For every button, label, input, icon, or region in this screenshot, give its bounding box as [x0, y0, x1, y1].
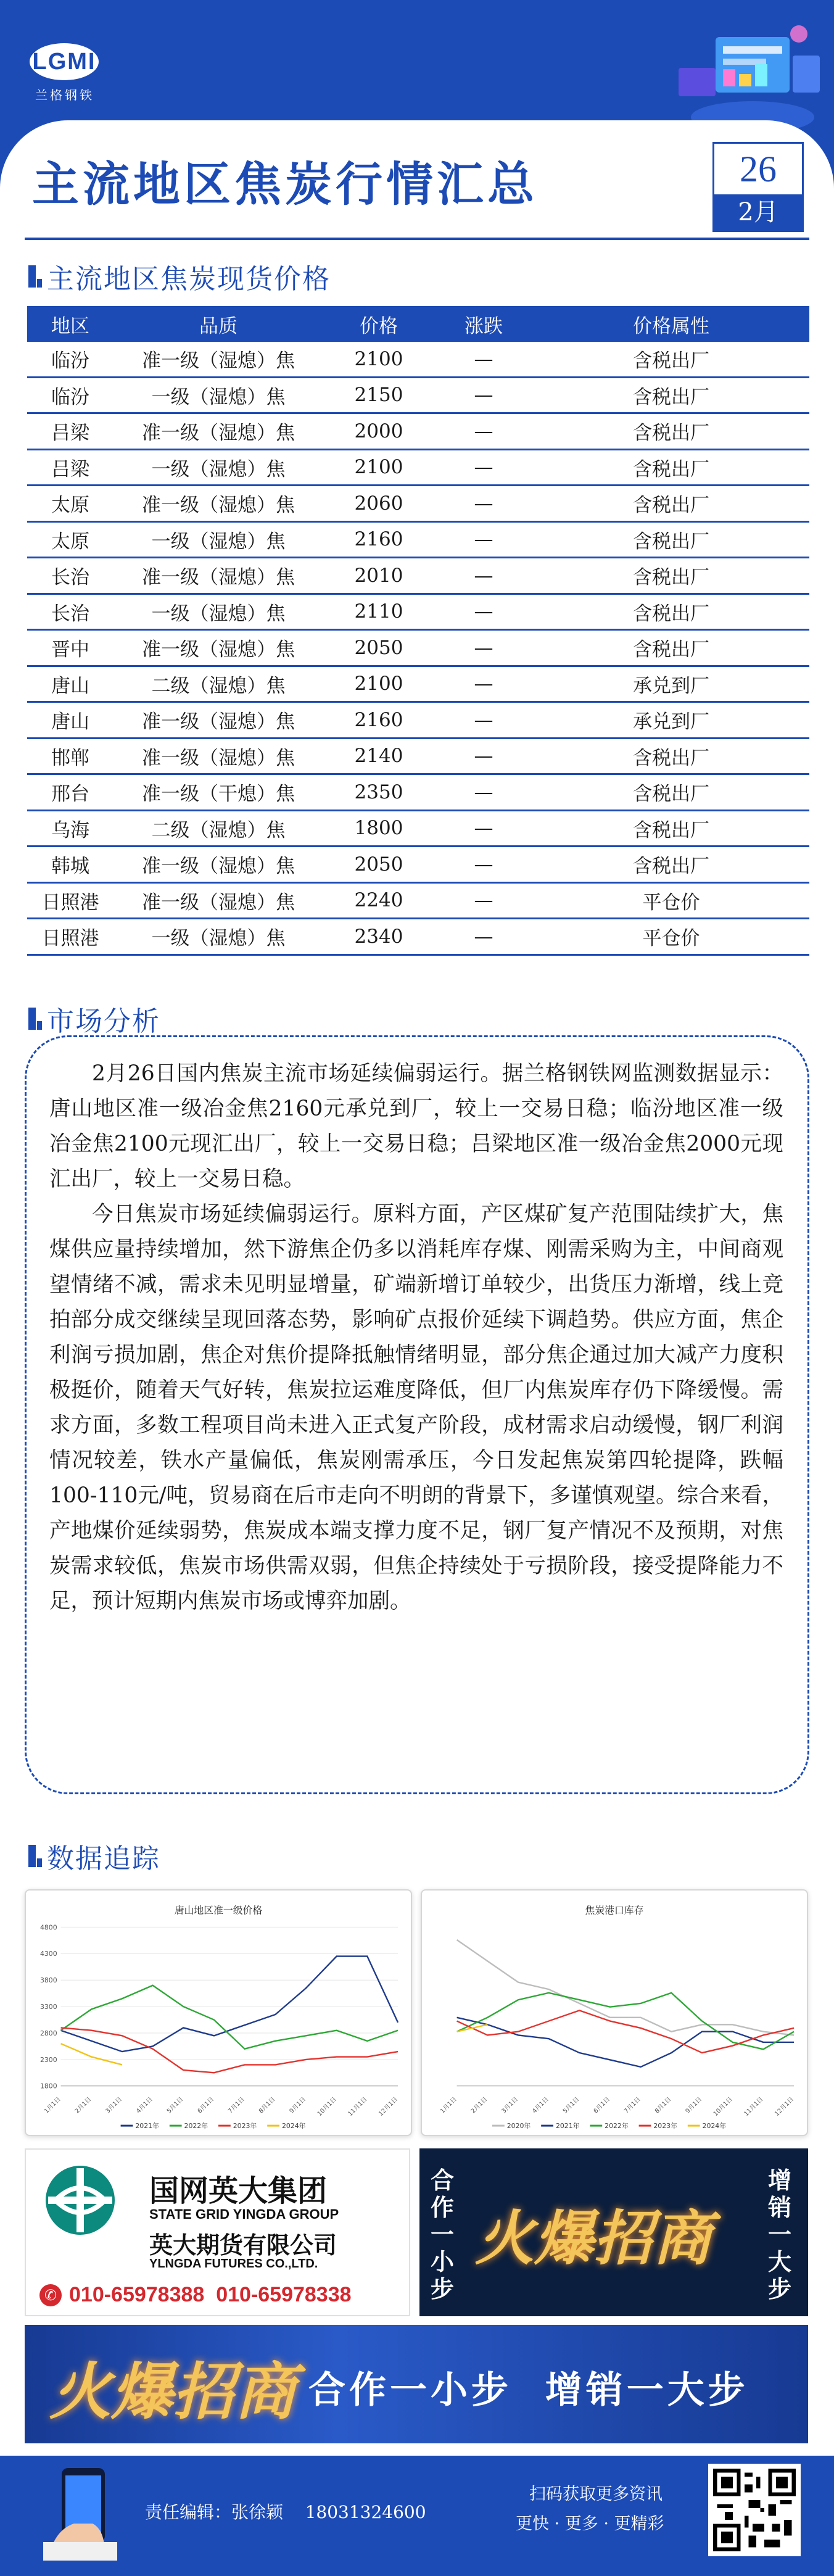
- y-tick-label: 3300: [39, 2003, 57, 2011]
- cell-price: 2140: [354, 745, 403, 768]
- futures-phone: 010-65978388 010-65978338: [69, 2283, 352, 2306]
- x-tick-label: 7月1日: [227, 2095, 246, 2115]
- cell-region: 吕梁: [51, 422, 89, 445]
- x-tick-label: 5月1日: [165, 2095, 185, 2115]
- cell-change: —: [474, 781, 493, 803]
- tangshan-price-chart-svg: [26, 1891, 411, 2135]
- x-tick-label: 2月1日: [469, 2095, 489, 2115]
- price-section-title: 主流地区焦炭现货价格: [47, 263, 331, 295]
- logo-subtitle: 兰格钢铁: [35, 88, 94, 102]
- futures-name-en: YLNGDA FUTURES CO.,LTD.: [149, 2257, 318, 2271]
- table-row: [27, 378, 809, 415]
- cell-region: 长治: [51, 566, 89, 589]
- price-section-header: [28, 259, 331, 294]
- table-row: [27, 450, 809, 487]
- cell-attr: 含税出厂: [633, 566, 709, 589]
- table-row: [27, 775, 809, 811]
- cell-attr: 含税出厂: [633, 855, 709, 878]
- cell-region: 邢台: [51, 783, 89, 806]
- strip-main-text: 火爆招商: [49, 2355, 296, 2428]
- cell-quality: 准一级（湿熄）焦: [142, 639, 295, 661]
- section-marker-icon: [28, 265, 36, 288]
- y-tick-label: 2800: [39, 2029, 57, 2037]
- table-row: [27, 703, 809, 739]
- cell-attr: 含税出厂: [633, 350, 709, 373]
- x-tick-label: 9月1日: [684, 2095, 704, 2115]
- cell-price: 2340: [354, 925, 403, 948]
- cell-change: —: [474, 600, 493, 623]
- cell-region: 韩城: [51, 855, 89, 878]
- cell-region: 太原: [51, 494, 89, 517]
- cell-attr: 含税出厂: [633, 458, 709, 481]
- cell-price: 2160: [354, 528, 403, 551]
- legend-label: 2024年: [281, 2122, 306, 2131]
- cell-price: 2150: [354, 384, 403, 407]
- col-change: 涨跌: [464, 315, 503, 338]
- cell-quality: 准一级（湿熄）焦: [142, 350, 295, 373]
- cell-attr: 含税出厂: [633, 422, 709, 445]
- x-tick-label: 6月1日: [592, 2095, 612, 2115]
- cell-change: —: [474, 420, 493, 442]
- cell-quality: 一级（湿熄）焦: [151, 602, 286, 625]
- cell-region: 日照港: [41, 927, 99, 950]
- cell-price: 2050: [354, 636, 403, 659]
- legend-label: 2022年: [184, 2122, 208, 2131]
- cell-region: 日照港: [41, 891, 99, 914]
- port-inventory-chart: [421, 1889, 808, 2136]
- yingda-futures-ad[interactable]: [25, 2148, 410, 2316]
- investment-banner-ad[interactable]: [419, 2148, 808, 2316]
- x-tick-label: 6月1日: [196, 2095, 216, 2115]
- cell-region: 临汾: [51, 386, 89, 408]
- cell-change: —: [474, 925, 493, 948]
- y-tick-label: 4800: [39, 1923, 57, 1932]
- cell-attr: 承兑到厂: [633, 711, 709, 734]
- cell-quality: 一级（湿熄）焦: [151, 927, 286, 950]
- series-line-2020年: [457, 1940, 794, 2035]
- cell-attr: 承兑到厂: [633, 674, 709, 697]
- table-row: [27, 631, 809, 667]
- x-tick-label: 4月1日: [531, 2095, 550, 2115]
- x-tick-label: 10月1日: [316, 2095, 338, 2118]
- legend-label: 2022年: [605, 2122, 629, 2131]
- date-day: 26: [740, 149, 777, 189]
- table-row: [27, 884, 809, 920]
- phone-hand-icon: [43, 2462, 130, 2561]
- y-tick-label: 4300: [39, 1950, 57, 1958]
- cell-attr: 含税出厂: [633, 602, 709, 625]
- x-tick-label: 1月1日: [43, 2095, 62, 2115]
- series-line-2024年: [61, 2044, 122, 2065]
- cell-change: —: [474, 564, 493, 587]
- cell-quality: 准一级（干熄）焦: [142, 783, 295, 806]
- cell-region: 吕梁: [51, 458, 89, 481]
- cell-attr: 含税出厂: [633, 783, 709, 806]
- cell-quality: 准一级（湿熄）焦: [142, 747, 295, 769]
- tracking-section-header: [28, 1839, 160, 1873]
- cell-price: 2240: [354, 889, 403, 912]
- x-tick-label: 2月1日: [73, 2095, 93, 2115]
- cell-quality: 二级（湿熄）焦: [151, 674, 286, 697]
- table-row: [27, 919, 809, 956]
- price-table: [27, 306, 809, 956]
- strip-slogan: 合作一小步 增销一大步: [308, 2369, 749, 2412]
- tangshan-price-chart: [25, 1889, 412, 2136]
- cell-price: 2100: [354, 347, 403, 370]
- cell-change: —: [474, 384, 493, 407]
- table-row: [27, 486, 809, 523]
- section-marker-icon: [28, 1008, 36, 1030]
- cell-attr: 含税出厂: [633, 819, 709, 842]
- footer-scan-text: 扫码获取更多资讯: [529, 2485, 663, 2504]
- legend-label: 2021年: [555, 2122, 580, 2131]
- cell-quality: 准一级（湿熄）焦: [142, 711, 295, 734]
- cell-region: 长治: [51, 602, 89, 625]
- cell-change: —: [474, 456, 493, 479]
- cell-region: 临汾: [51, 350, 89, 373]
- table-header: [27, 306, 809, 342]
- cell-attr: 含税出厂: [633, 386, 709, 408]
- legend-label: 2023年: [653, 2122, 677, 2131]
- y-tick-label: 1800: [39, 2082, 57, 2090]
- x-tick-label: 5月1日: [561, 2095, 581, 2115]
- cell-attr: 含税出厂: [633, 747, 709, 769]
- x-tick-label: 3月1日: [500, 2095, 520, 2115]
- table-row: [27, 523, 809, 559]
- cell-price: 2160: [354, 708, 403, 731]
- date-badge: [712, 142, 804, 232]
- page-title: 主流地区焦炭行情汇总: [32, 157, 538, 212]
- cell-price: 2350: [354, 781, 403, 803]
- series-line-2021年: [61, 1957, 398, 2052]
- table-row: [27, 847, 809, 884]
- tracking-section-title: 数据追踪: [47, 1843, 160, 1874]
- x-tick-label: 7月1日: [623, 2095, 642, 2115]
- cell-quality: 准一级（湿熄）焦: [142, 891, 295, 914]
- cell-region: 太原: [51, 530, 89, 553]
- cell-change: —: [474, 708, 493, 731]
- table-row: [27, 342, 809, 378]
- cell-quality: 二级（湿熄）焦: [151, 819, 286, 842]
- cell-price: 1800: [354, 817, 403, 840]
- table-row: [27, 595, 809, 631]
- logo: [25, 43, 105, 111]
- col-quality: 品质: [199, 315, 237, 338]
- grd-name-en: STATE GRID YINGDA GROUP: [149, 2206, 339, 2222]
- cell-price: 2060: [354, 492, 403, 515]
- futures-name-cn: 英大期货有限公司: [149, 2232, 337, 2259]
- x-tick-label: 11月1日: [743, 2095, 765, 2118]
- cell-quality: 准一级（湿熄）焦: [142, 422, 295, 445]
- cell-change: —: [474, 817, 493, 840]
- qr-code[interactable]: [708, 2464, 801, 2556]
- footer-slogan: 更快 · 更多 · 更精彩: [516, 2514, 664, 2533]
- cell-quality: 一级（湿熄）焦: [151, 530, 286, 553]
- cell-change: —: [474, 673, 493, 695]
- cell-quality: 一级（湿熄）焦: [151, 386, 286, 408]
- table-row: [27, 667, 809, 703]
- cell-region: 乌海: [51, 819, 89, 842]
- cell-attr: 含税出厂: [633, 494, 709, 517]
- x-tick-label: 12月1日: [774, 2095, 796, 2118]
- chart-title: 焦炭港口库存: [585, 1904, 644, 1916]
- table-row: [27, 739, 809, 776]
- x-tick-label: 10月1日: [712, 2095, 734, 2118]
- series-line-2024年: [457, 2024, 488, 2031]
- analysis-paragraph-2: 今日焦炭市场延续偏弱运行。原料方面，产区煤矿复产范围陆续扩大，焦煤供应量持续增加，然下游焦企仍多以消耗库存煤、刚需采购为主，中间商观望情绪不减，需求未见明显增量，矿端新增订单较少，出货压力渐增，线上竞拍部分成交继续呈现回落态势，影响矿点报价延续下调趋势。供应方面，焦企利润亏损加剧，焦企对焦价提降抵触情绪明显，部分焦企通过加大减产力度积极挺价，随着天气好转，焦炭拉运难度降低，但厂内焦炭库存仍下降缓慢。需求方面，多数工程项目尚未进入正式复产阶段，成材需求启动缓慢，钢厂利润情况较差，铁水产量偏低，焦炭刚需承压，今日发起焦炭第四轮提降，跌幅100-110元/吨，贸易商在后市走向不明朗的背景下，多谨慎观望。综合来看，产地煤价延续弱势，焦炭成本端支撑力度不足，钢厂复产情况不及预期，对焦炭需求较低，焦炭市场供需双弱，但焦企持续处于亏损阶段，接受提降能力不足，预计短期内焦炭市场或博弈加剧。: [49, 1202, 783, 1613]
- logo-mark: LGMI: [30, 43, 99, 80]
- cell-price: 2110: [354, 600, 403, 623]
- qr-code-icon: [713, 2469, 796, 2551]
- cell-price: 2100: [354, 673, 403, 695]
- y-tick-label: 3800: [39, 1976, 57, 1985]
- x-tick-label: 11月1日: [347, 2095, 369, 2118]
- x-tick-label: 1月1日: [439, 2095, 458, 2115]
- table-row: [27, 414, 809, 450]
- cell-quality: 一级（湿熄）焦: [151, 458, 286, 481]
- x-tick-label: 8月1日: [653, 2095, 673, 2115]
- cell-region: 晋中: [51, 639, 89, 661]
- cell-quality: 准一级（湿熄）焦: [142, 494, 295, 517]
- analysis-paragraph-1: 2月26日国内焦炭主流市场延续偏弱运行。据兰格钢铁网监测数据显示：唐山地区准一级冶金焦2160元承兑到厂，较上一交易日稳；临汾地区准一级冶金焦2100元现汇出厂，较上一交易日稳；吕梁地区准一级冶金焦2000元现汇出厂，较上一交易日稳。: [49, 1061, 783, 1191]
- analysis-section-title: 市场分析: [47, 1006, 160, 1037]
- x-tick-label: 4月1日: [135, 2095, 154, 2115]
- x-tick-label: 3月1日: [104, 2095, 124, 2115]
- title-divider: [25, 238, 809, 240]
- cell-price: 2000: [354, 420, 403, 442]
- legend-label: 2023年: [233, 2122, 257, 2131]
- cell-region: 邯郸: [51, 747, 89, 769]
- cell-region: 唐山: [51, 674, 89, 697]
- col-attr: 价格属性: [633, 315, 709, 338]
- cell-price: 2100: [354, 456, 403, 479]
- cell-attr: 含税出厂: [633, 530, 709, 553]
- y-tick-label: 2300: [39, 2055, 57, 2064]
- analysis-section-header: [28, 1001, 160, 1036]
- table-body: [27, 342, 809, 956]
- cell-change: —: [474, 853, 493, 876]
- section-marker-icon: [28, 1845, 36, 1867]
- cell-change: —: [474, 492, 493, 515]
- legend-label: 2021年: [135, 2122, 159, 2131]
- x-tick-label: 9月1日: [288, 2095, 308, 2115]
- date-month: 2月: [714, 194, 802, 230]
- series-line-2022年: [61, 1986, 398, 2049]
- legend-label: 2024年: [702, 2122, 727, 2131]
- state-grid-logo-icon: [43, 2163, 117, 2237]
- table-row: [27, 811, 809, 848]
- cell-quality: 准一级（湿熄）焦: [142, 855, 295, 878]
- port-inventory-chart-svg: [422, 1891, 807, 2135]
- legend-label: 2020年: [506, 2122, 531, 2131]
- cell-price: 2010: [354, 564, 403, 587]
- cell-change: —: [474, 528, 493, 551]
- col-price: 价格: [360, 315, 398, 338]
- x-tick-label: 8月1日: [257, 2095, 277, 2115]
- cell-change: —: [474, 745, 493, 768]
- cell-price: 2050: [354, 853, 403, 876]
- table-row: [27, 558, 809, 595]
- cell-attr: 平仓价: [642, 891, 700, 914]
- banner-main-text: 火爆招商: [475, 2203, 712, 2273]
- cell-change: —: [474, 636, 493, 659]
- cell-region: 唐山: [51, 711, 89, 734]
- cell-attr: 含税出厂: [633, 639, 709, 661]
- banner-left-text: 合作一小步: [431, 2167, 455, 2303]
- cell-change: —: [474, 889, 493, 912]
- col-region: 地区: [51, 315, 89, 338]
- banner-right-text: 增销一大步: [768, 2167, 792, 2303]
- cell-attr: 平仓价: [642, 927, 700, 950]
- x-tick-label: 12月1日: [378, 2095, 400, 2118]
- footer-editor: 责任编辑：张徐颖 18031324600: [145, 2502, 426, 2522]
- cell-quality: 准一级（湿熄）焦: [142, 566, 295, 589]
- chart-title: 唐山地区准一级价格: [174, 1904, 263, 1916]
- cell-change: —: [474, 347, 493, 370]
- phone-icon: ✆: [39, 2284, 62, 2306]
- grd-name-cn: 国网英大集团: [149, 2174, 328, 2208]
- investment-strip-ad[interactable]: [25, 2325, 808, 2443]
- series-line-2022年: [457, 1993, 794, 2049]
